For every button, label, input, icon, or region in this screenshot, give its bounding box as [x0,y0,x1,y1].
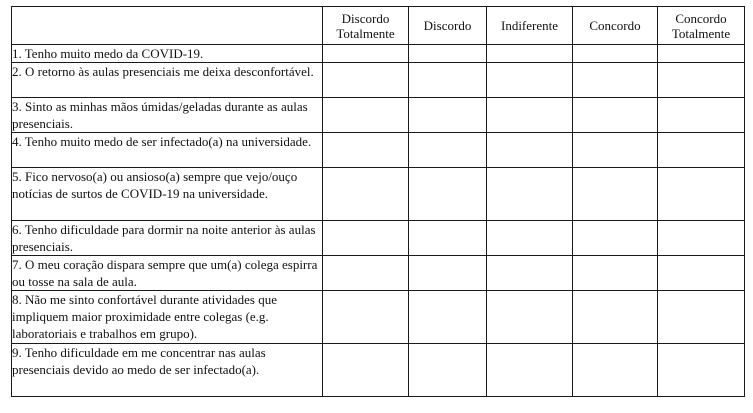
statement-8: 8. Não me sinto confortável durante atividades que impliquem maior proximidade entre colegas (e.g. laboratoriais e trabalhos em grupo). [12,291,323,344]
response-cell[interactable] [658,344,745,397]
response-cell[interactable] [487,344,573,397]
table-row [12,45,745,63]
response-cell[interactable] [573,133,658,168]
response-cell[interactable] [573,221,658,256]
response-cell[interactable] [658,45,745,63]
statement-3: 3. Sinto as minhas mãos úmidas/geladas durante as aulas presenciais. [12,98,323,133]
statement-6: 6. Tenho dificuldade para dormir na noite anterior às aulas presenciais. [12,221,323,256]
response-cell[interactable] [658,221,745,256]
header-discordo-totalmente: Discordo Totalmente [323,7,409,45]
response-cell[interactable] [658,256,745,291]
statement-9: 9. Tenho dificuldade em me concentrar nas aulas presenciais devido ao medo de ser infectado(a). [12,344,323,397]
response-cell[interactable] [487,291,573,344]
header-concordo: Concordo [573,7,658,45]
response-cell[interactable] [658,63,745,98]
header-indiferente: Indiferente [487,7,573,45]
table-row [12,256,745,291]
statement-2: 2. O retorno às aulas presenciais me deixa desconfortável. [12,63,323,98]
response-cell[interactable] [658,98,745,133]
response-cell[interactable] [323,256,409,291]
statement-1: 1. Tenho muito medo da COVID-19. [12,45,323,63]
response-cell[interactable] [409,291,487,344]
response-cell[interactable] [573,168,658,221]
response-cell[interactable] [409,133,487,168]
response-cell[interactable] [409,98,487,133]
header-concordo-totalmente: Concordo Totalmente [658,7,745,45]
table-row [12,221,745,256]
statement-4: 4. Tenho muito medo de ser infectado(a) na universidade. [12,133,323,168]
response-cell[interactable] [487,168,573,221]
table-row [12,98,745,133]
table-row [12,168,745,221]
response-cell[interactable] [487,98,573,133]
response-cell[interactable] [409,256,487,291]
header-row [12,7,745,45]
response-cell[interactable] [658,168,745,221]
response-cell[interactable] [658,133,745,168]
response-cell[interactable] [409,63,487,98]
response-cell[interactable] [323,168,409,221]
response-cell[interactable] [409,168,487,221]
header-corner [12,7,323,45]
response-cell[interactable] [573,291,658,344]
statement-5: 5. Fico nervoso(a) ou ansioso(a) sempre que vejo/ouço notícias de surtos de COVID-19 na universidade. [12,168,323,221]
response-cell[interactable] [658,291,745,344]
response-cell[interactable] [487,133,573,168]
response-cell[interactable] [573,256,658,291]
response-cell[interactable] [487,221,573,256]
table-row [12,133,745,168]
header-discordo: Discordo [409,7,487,45]
table-row [12,344,745,397]
response-cell[interactable] [487,63,573,98]
likert-table [11,6,745,397]
response-cell[interactable] [409,45,487,63]
response-cell[interactable] [323,291,409,344]
response-cell[interactable] [323,221,409,256]
response-cell[interactable] [573,98,658,133]
statement-7: 7. O meu coração dispara sempre que um(a) colega espirra ou tosse na sala de aula. [12,256,323,291]
response-cell[interactable] [487,256,573,291]
response-cell[interactable] [573,63,658,98]
response-cell[interactable] [409,344,487,397]
response-cell[interactable] [573,344,658,397]
table-row [12,63,745,98]
response-cell[interactable] [409,221,487,256]
table-row [12,291,745,344]
response-cell[interactable] [323,45,409,63]
response-cell[interactable] [323,344,409,397]
response-cell[interactable] [573,45,658,63]
response-cell[interactable] [323,63,409,98]
response-cell[interactable] [487,45,573,63]
response-cell[interactable] [323,133,409,168]
response-cell[interactable] [323,98,409,133]
